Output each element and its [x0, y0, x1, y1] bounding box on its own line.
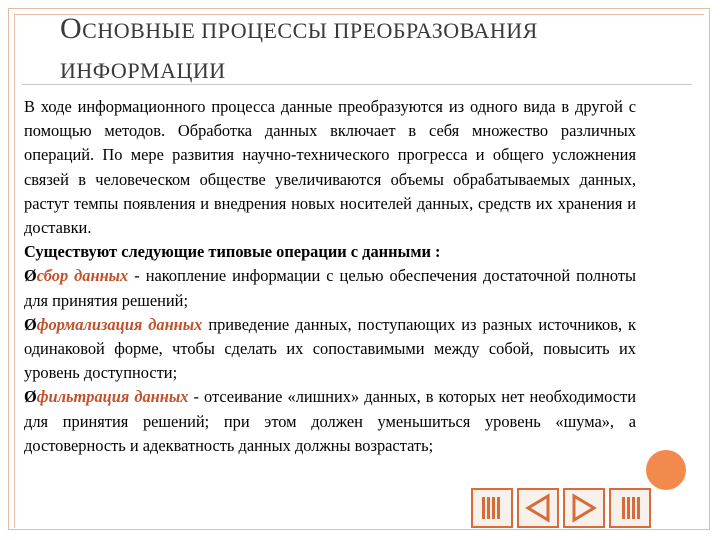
nav-last-icon [614, 493, 646, 523]
slide-navigation [471, 488, 651, 528]
list-item [24, 385, 636, 458]
decorative-dot [646, 450, 686, 490]
operations-heading: Существуют следующие типовые операции с данными : [24, 242, 441, 262]
nav-first-button[interactable] [471, 488, 513, 528]
item-text: приведение данных, поступающих из разных источников, к одинаковой форме, чтобы сделать их сопоставимыми между собой, повысить их уровень доступности; [24, 314, 636, 383]
nav-first-icon [476, 493, 508, 523]
term-collection: сбор данных [36, 266, 129, 286]
nav-last-button[interactable] [609, 488, 651, 528]
title-divider [22, 84, 692, 85]
list-item [24, 264, 636, 312]
list-item [24, 313, 636, 386]
bullet-arrow-icon: Ø [24, 314, 37, 334]
term-formalization: формализация данных [36, 314, 203, 334]
bullet-arrow-icon: Ø [24, 266, 37, 286]
nav-next-icon [568, 493, 600, 523]
slide-title [60, 12, 660, 88]
item-text: - отсеивание «лишних» данных, в которых нет необходимости для принятия решений; при этом должен уменьшиться уровень «шума», а достоверность и адекватность данных должны возрастать; [24, 387, 636, 455]
nav-prev-button[interactable] [517, 488, 559, 528]
nav-prev-icon [522, 493, 554, 523]
nav-next-button[interactable] [563, 488, 605, 528]
title-line2: ИНФОРМАЦИИ [60, 58, 226, 83]
intro-paragraph: В ходе информационного процесса данные преобразуются из одного вида в другой с помощью методов. Обработка данных включает в себя множество различных операций. По мере развития научно-технического прогресса и общего усложнения связей в человеческом обществе увеличиваются объемы обрабатываемых данных, растут темпы появления и внедрения новых носителей данных, средств их хранения и доставки. [24, 97, 636, 238]
title-first-letter: О [60, 12, 83, 45]
bullet-arrow-icon: Ø [24, 387, 37, 407]
slide-content [24, 95, 636, 458]
term-filtering: фильтрация данных [36, 387, 189, 407]
title-line1: СНОВНЫЕ ПРОЦЕССЫ ПРЕОБРАЗОВАНИЯ [82, 18, 538, 43]
item-text: - накопление информации с целью обеспечения достаточной полноты для принятия решений; [24, 266, 636, 310]
